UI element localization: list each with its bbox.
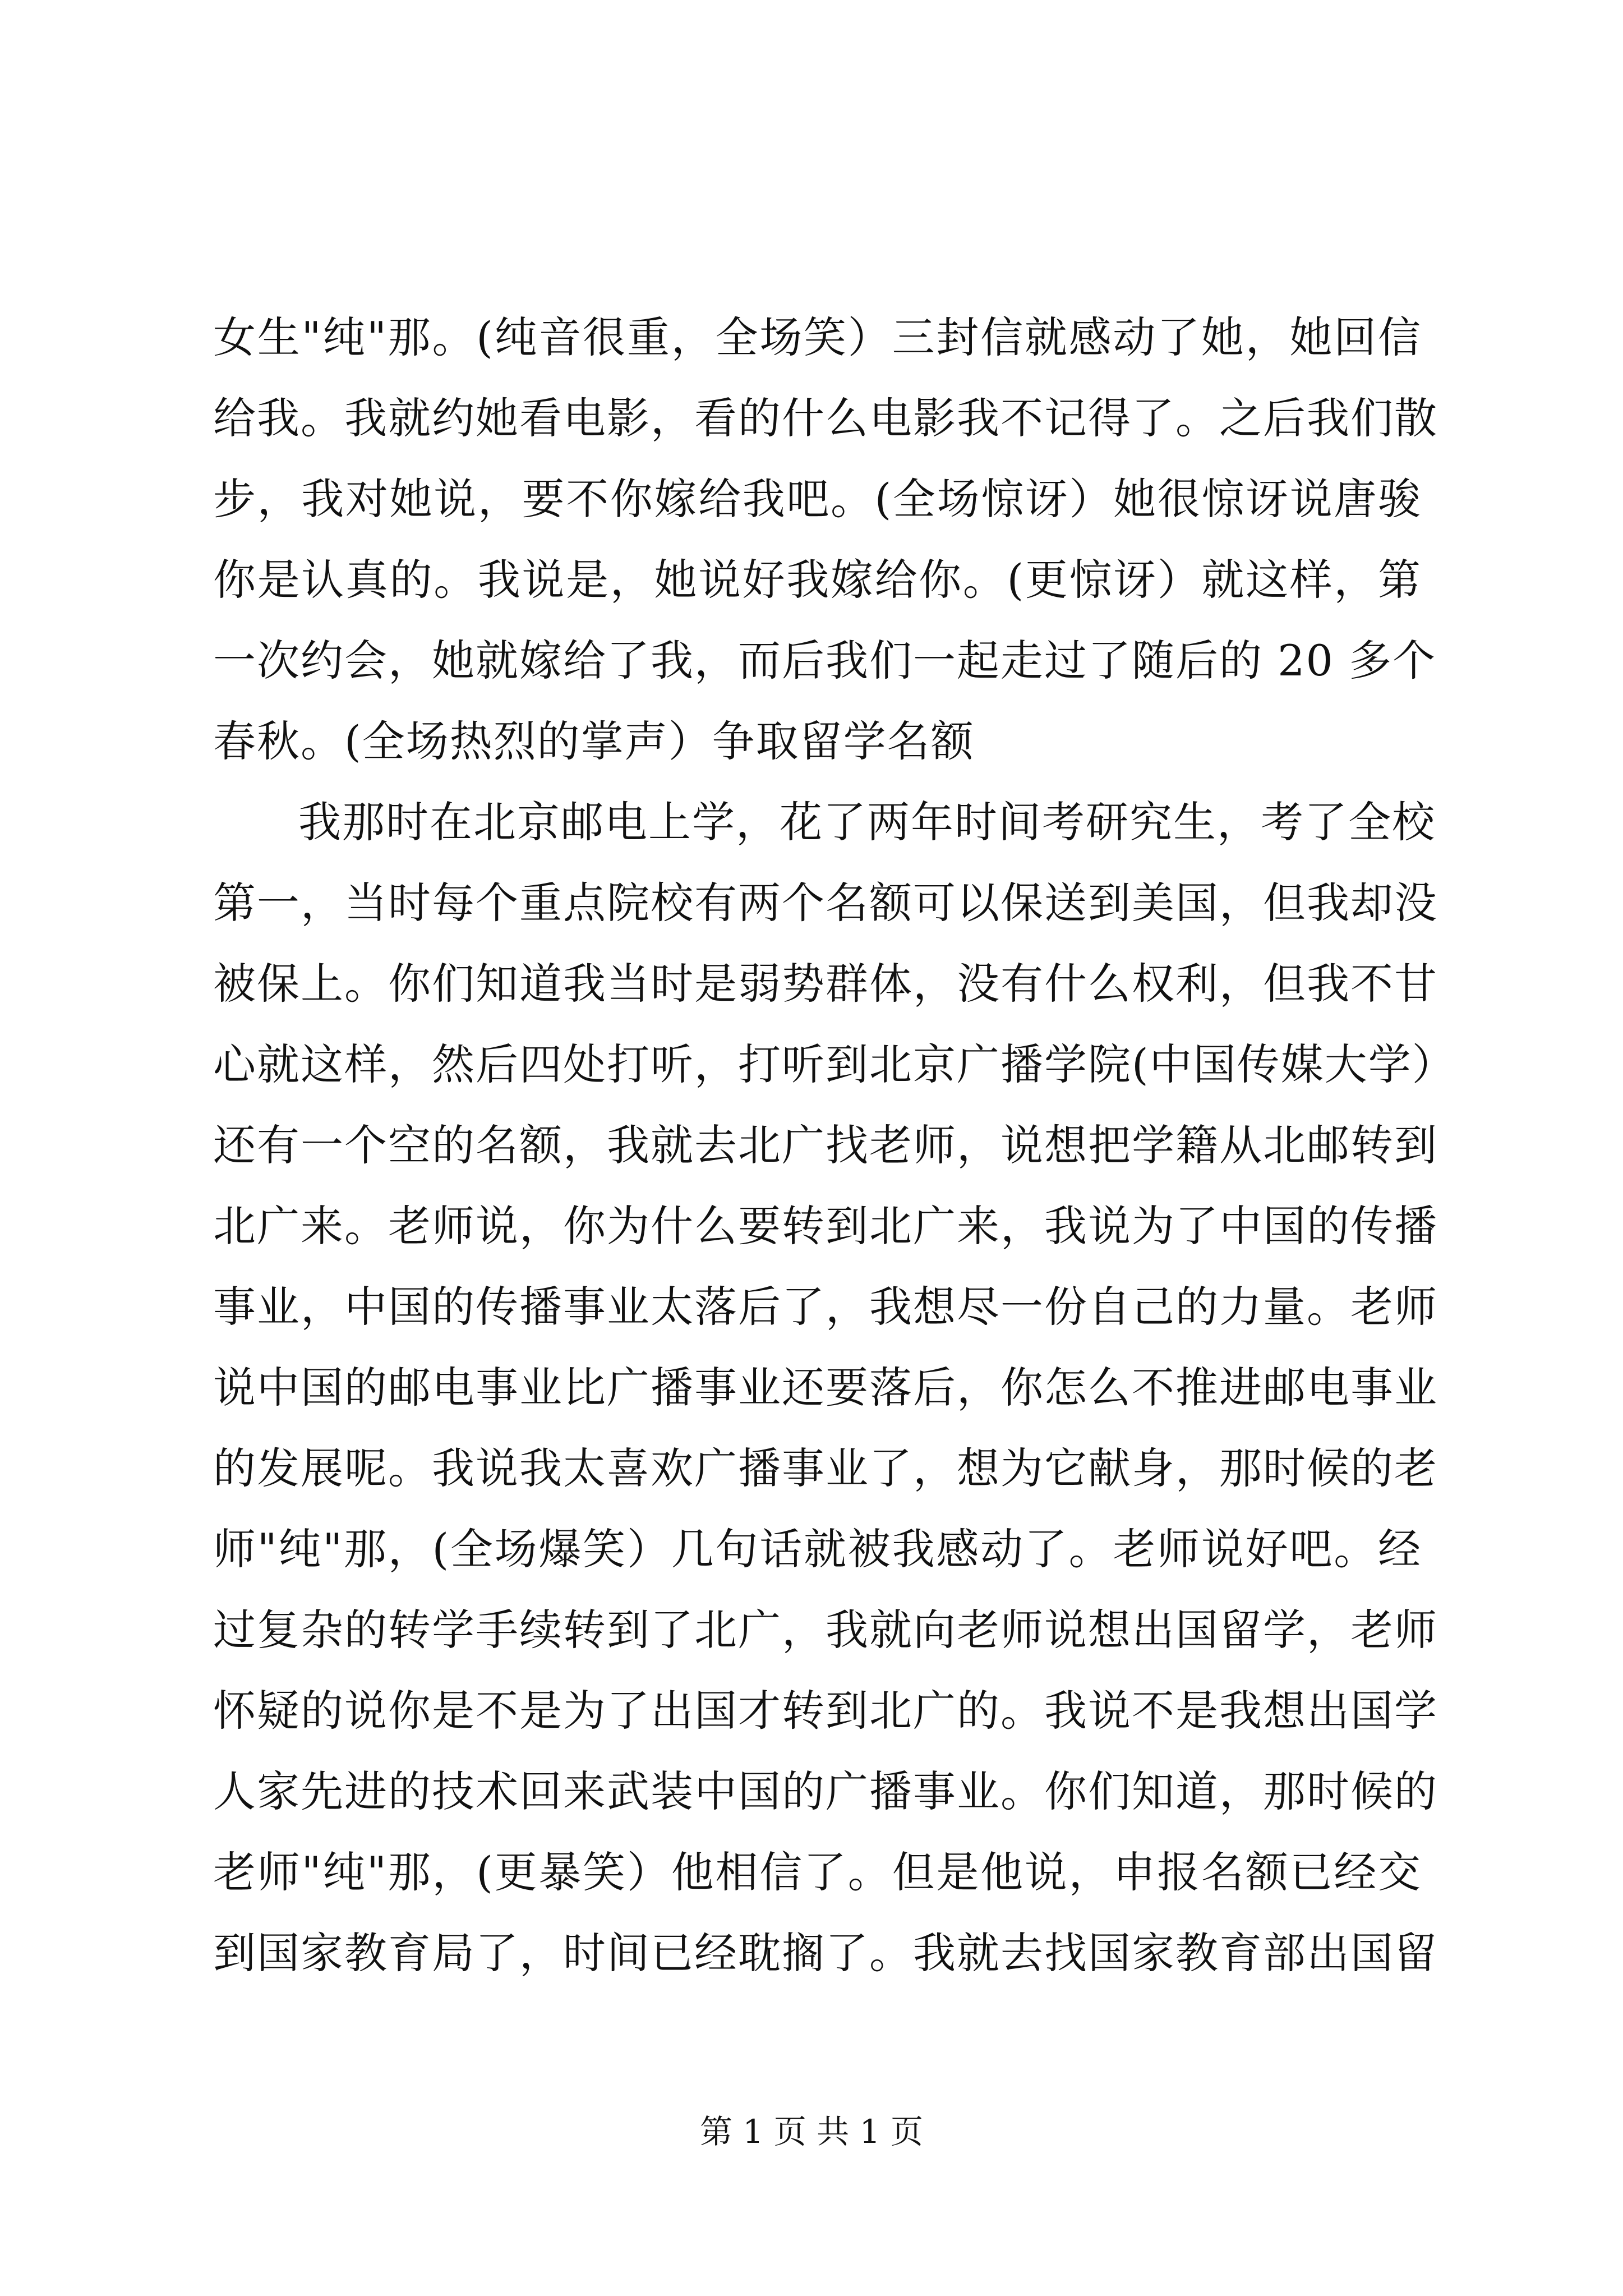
text-line: 第一，当时每个重点院校有两个名额可以保送到美国，但我却没 xyxy=(213,878,1438,928)
text-line: 你是认真的。我说是，她说好我嫁给你。(更惊讶）就这样，第 xyxy=(213,555,1422,605)
text-line: 一次约会，她就嫁给了我，而后我们一起走过了随后的 20 多个 xyxy=(213,636,1437,685)
text-line: 老师"纯"那，(更暴笑）他相信了。但是他说，申报名额已经交 xyxy=(213,1847,1422,1897)
text-line: 师"纯"那，(全场爆笑）几句话就被我感动了。老师说好吧。经 xyxy=(213,1524,1422,1574)
text-line: 还有一个空的名额，我就去北广找老师，说想把学籍从北邮转到 xyxy=(213,1120,1438,1170)
text-line: 人家先进的技术回来武装中国的广播事业。你们知道，那时候的 xyxy=(213,1766,1438,1816)
text-line: 春秋。(全场热烈的掌声）争取留学名额 xyxy=(213,716,975,766)
text-line: 步，我对她说，要不你嫁给我吧。(全场惊讶）她很惊讶说唐骏 xyxy=(213,474,1422,524)
text-line: 事业，中国的传播事业太落后了，我想尽一份自己的力量。老师 xyxy=(213,1282,1438,1332)
text-line: 我那时在北京邮电上学，花了两年时间考研究生，考了全校 xyxy=(298,797,1436,847)
text-line: 给我。我就约她看电影，看的什么电影我不记得了。之后我们散 xyxy=(213,393,1438,443)
text-line: 被保上。你们知道我当时是弱势群体，没有什么权利，但我不甘 xyxy=(213,959,1438,1009)
text-line: 怀疑的说你是不是为了出国才转到北广的。我说不是我想出国学 xyxy=(213,1686,1438,1736)
text-line: 的发展呢。我说我太喜欢广播事业了，想为它献身，那时候的老 xyxy=(213,1443,1438,1493)
text-line: 心就这样，然后四处打听，打听到北京广播学院(中国传媒大学） xyxy=(213,1039,1456,1089)
text-line: 过复杂的转学手续转到了北广，我就向老师说想出国留学，老师 xyxy=(213,1605,1438,1655)
text-line: 到国家教育局了，时间已经耽搁了。我就去找国家教育部出国留 xyxy=(213,1928,1438,1978)
page-footer: 第 1 页 共 1 页 xyxy=(700,2113,923,2151)
document-body xyxy=(213,297,1456,1994)
text-line: 北广来。老师说，你为什么要转到北广来，我说为了中国的传播 xyxy=(213,1201,1438,1251)
text-line: 女生"纯"那。(纯音很重，全场笑）三封信就感动了她，她回信 xyxy=(213,312,1422,362)
text-line: 说中国的邮电事业比广播事业还要落后，你怎么不推进邮电事业 xyxy=(213,1363,1438,1412)
